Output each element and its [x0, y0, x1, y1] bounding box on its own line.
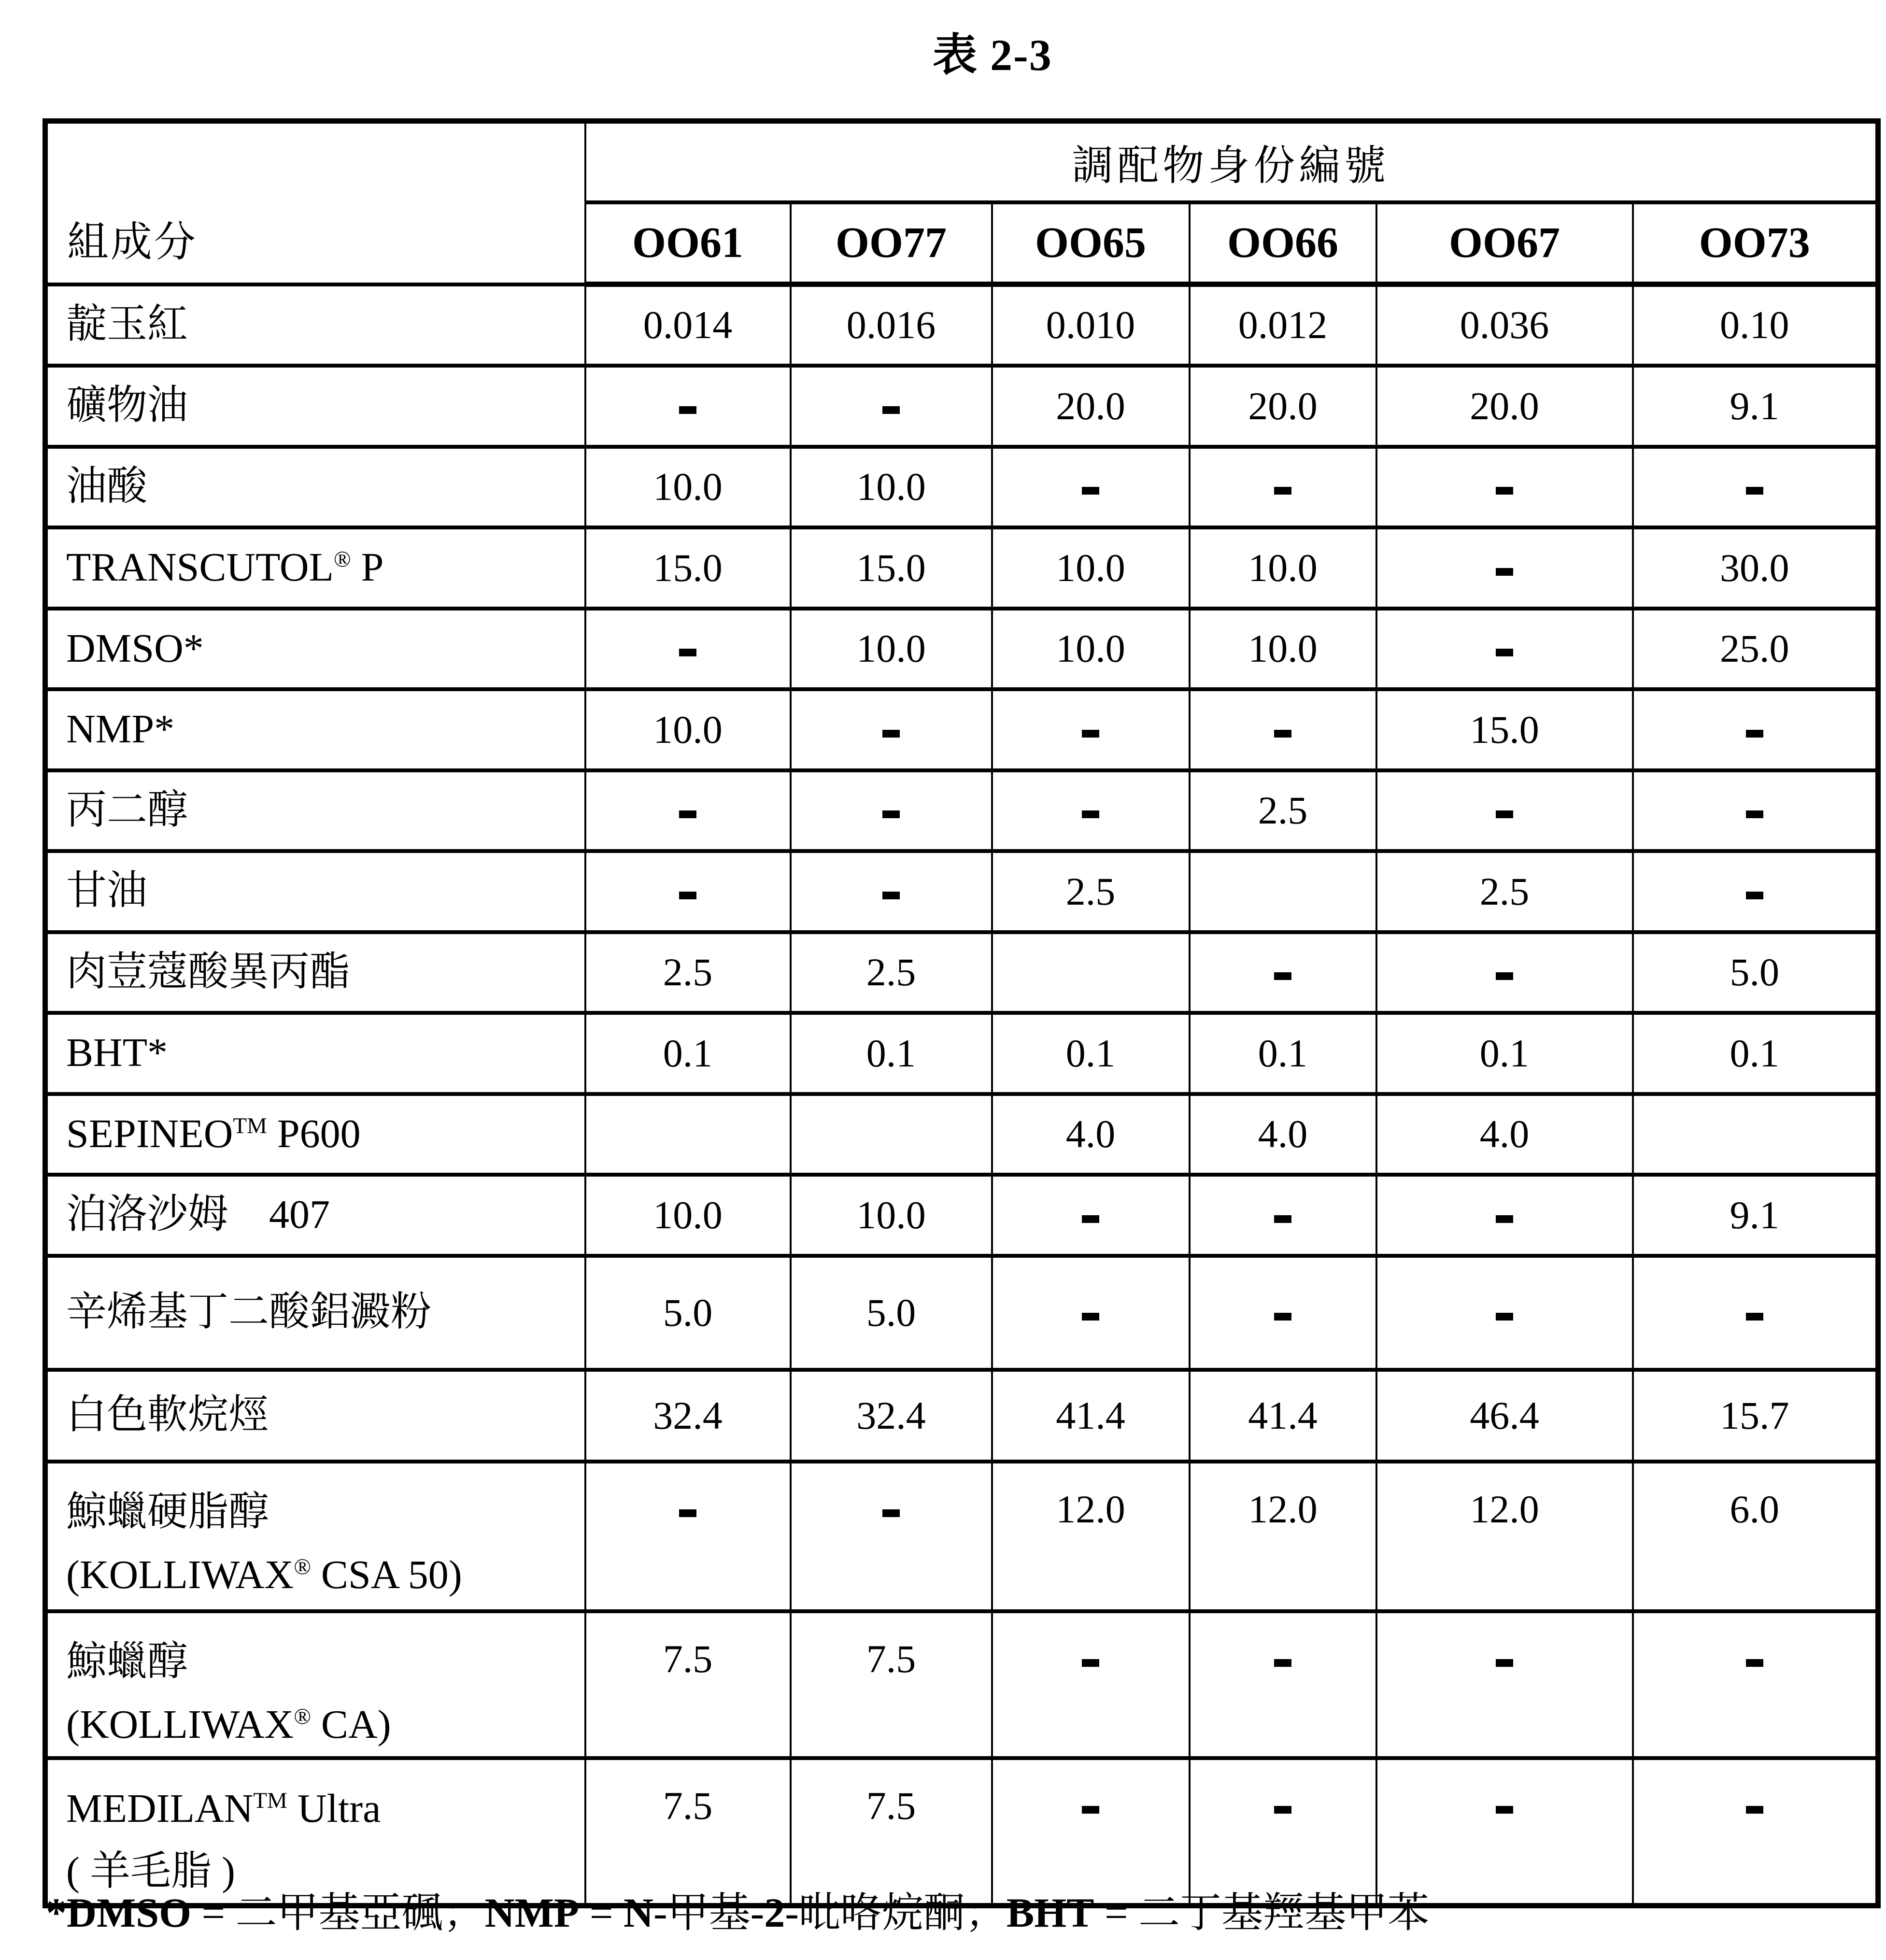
value-cell-OO77-row10: 0.1: [791, 1013, 992, 1094]
column-header-5: OO67: [1376, 202, 1633, 284]
label-text: (KOLLIWAX: [66, 1552, 294, 1597]
value-cell-OO77-row14: 32.4: [791, 1370, 992, 1462]
value-cell-OO77-row5: 10.0: [791, 609, 992, 689]
trademark-superscript: ®: [294, 1554, 311, 1579]
value-cell-OO65-row1: 0.010: [992, 284, 1190, 366]
ingredient-label: [45, 366, 585, 447]
dash-no-value: [1274, 1313, 1291, 1321]
value-cell-OO73-row4: 30.0: [1633, 527, 1878, 609]
value-cell-OO77-row16: 7.5: [791, 1611, 992, 1758]
dash-no-value: [1496, 1313, 1513, 1321]
ingredient-row-15: [45, 1462, 1878, 1611]
ingredient-label-line: [66, 374, 584, 437]
ingredient-label-line: [66, 455, 584, 518]
value-cell-OO73-row10: 0.1: [1633, 1013, 1878, 1094]
value-cell-OO67-row13: [1376, 1256, 1633, 1370]
value-cell-OO77-row1: 0.016: [791, 284, 992, 366]
value-cell-OO67-row6: 15.0: [1376, 689, 1633, 770]
ingredient-row-12: [45, 1175, 1878, 1256]
footnote-abbrev: N: [623, 1889, 653, 1936]
ingredient-label-line: [66, 779, 584, 842]
value-cell-OO65-row7: [992, 770, 1190, 851]
footnote-text: = 二甲基亞碸；: [191, 1889, 485, 1936]
value-cell-OO77-row11: [791, 1094, 992, 1175]
label-text: P: [351, 545, 384, 590]
dash-no-value: [1082, 1659, 1099, 1667]
value-cell-OO61-row9: 2.5: [585, 932, 791, 1013]
value-cell-OO73-row13: [1633, 1256, 1878, 1370]
value-cell-OO67-row10: 0.1: [1376, 1013, 1633, 1094]
value-cell-OO77-row2: [791, 366, 992, 447]
label-text: BHT*: [66, 1030, 168, 1076]
ingredient-label: [45, 1094, 585, 1175]
ingredient-row-2: [45, 366, 1878, 447]
value-cell-OO77-row9: 2.5: [791, 932, 992, 1013]
value-cell-OO73-row15: 6.0: [1633, 1462, 1878, 1611]
ingredient-label: [45, 1256, 585, 1370]
value-cell-OO77-row17: 7.5: [791, 1758, 992, 1906]
ingredient-row-11: [45, 1094, 1878, 1175]
column-header-4: OO66: [1190, 202, 1376, 284]
label-text: 泊洛沙姆 407: [66, 1192, 330, 1237]
value-cell-OO61-row7: [585, 770, 791, 851]
value-cell-OO67-row5: [1376, 609, 1633, 689]
value-cell-OO77-row8: [791, 851, 992, 932]
value-cell-OO67-row1: 0.036: [1376, 284, 1633, 366]
value-cell-OO61-row16: 7.5: [585, 1611, 791, 1758]
dash-no-value: [1746, 892, 1763, 899]
label-text: 白色軟烷烴: [66, 1392, 269, 1438]
column-header-2: OO77: [791, 202, 992, 284]
label-text: 丙二醇: [66, 787, 188, 833]
ingredient-label: [45, 609, 585, 689]
footnote-abbrev: *DMSO: [46, 1889, 191, 1936]
ingredient-label-line: [66, 1481, 584, 1544]
value-cell-OO73-row5: 25.0: [1633, 609, 1878, 689]
ingredient-row-5: [45, 609, 1878, 689]
value-cell-OO66-row15: 12.0: [1190, 1462, 1376, 1611]
ingredient-label: [45, 932, 585, 1013]
value-cell-OO66-row13: [1190, 1256, 1376, 1370]
dash-no-value: [1746, 1659, 1763, 1667]
value-cell-OO66-row1: 0.012: [1190, 284, 1376, 366]
footnote-abbrev: NMP: [484, 1889, 580, 1936]
ingredient-label: [45, 851, 585, 932]
dash-no-value: [1082, 730, 1099, 738]
trademark-superscript: TM: [233, 1113, 267, 1138]
dash-no-value: [882, 892, 900, 899]
label-text: (KOLLIWAX: [66, 1702, 294, 1747]
value-cell-OO77-row6: [791, 689, 992, 770]
value-cell-OO61-row13: 5.0: [585, 1256, 791, 1370]
value-cell-OO67-row4: [1376, 527, 1633, 609]
value-cell-OO67-row2: 20.0: [1376, 366, 1633, 447]
dash-no-value: [882, 810, 900, 818]
ingredient-row-13: [45, 1256, 1878, 1370]
label-text: MEDILAN: [66, 1786, 254, 1831]
ingredient-label-line: [66, 1777, 584, 1840]
value-cell-OO73-row3: [1633, 447, 1878, 527]
footnote-text: =: [579, 1889, 624, 1936]
footnote-abbrev: 2: [764, 1889, 785, 1936]
table-title: 表 2-3: [933, 30, 1052, 80]
ingredient-label-line: [66, 293, 584, 356]
value-cell-OO61-row6: 10.0: [585, 689, 791, 770]
label-text: 肉荳蔻酸異丙酯: [66, 949, 351, 994]
dash-no-value: [1274, 730, 1291, 738]
value-cell-OO77-row12: 10.0: [791, 1175, 992, 1256]
value-cell-OO66-row4: 10.0: [1190, 527, 1376, 609]
dash-no-value: [1746, 1806, 1763, 1814]
label-text: Ultra: [287, 1786, 381, 1831]
ingredient-row-1: [45, 284, 1878, 366]
value-cell-OO66-row12: [1190, 1175, 1376, 1256]
ingredient-row-4: [45, 527, 1878, 609]
value-cell-OO73-row8: [1633, 851, 1878, 932]
dash-no-value: [1496, 568, 1513, 576]
column-header-3: OO65: [992, 202, 1190, 284]
footnote: [46, 1879, 1429, 1939]
ingredient-label-line: [66, 1544, 584, 1606]
ingredient-label-line: [66, 1281, 584, 1344]
ingredient-label-line: [66, 1384, 584, 1447]
value-cell-OO67-row16: [1376, 1611, 1633, 1758]
value-cell-OO73-row1: 0.10: [1633, 284, 1878, 366]
label-text: ( 羊毛脂 ): [66, 1849, 235, 1894]
value-cell-OO61-row1: 0.014: [585, 284, 791, 366]
value-cell-OO66-row10: 0.1: [1190, 1013, 1376, 1094]
label-text: CA): [311, 1702, 391, 1747]
dash-no-value: [1496, 972, 1513, 980]
column-header-1: OO61: [585, 202, 791, 284]
trademark-superscript: TM: [253, 1788, 287, 1813]
value-cell-OO65-row2: 20.0: [992, 366, 1190, 447]
ingredient-label: [45, 1611, 585, 1758]
footnote-abbrev: BHT: [1006, 1889, 1094, 1936]
value-cell-OO67-row9: [1376, 932, 1633, 1013]
value-cell-OO67-row15: 12.0: [1376, 1462, 1633, 1611]
value-cell-OO77-row4: 15.0: [791, 527, 992, 609]
value-cell-OO65-row5: 10.0: [992, 609, 1190, 689]
footnote-text: -甲基-: [653, 1889, 765, 1936]
ingredient-row-3: [45, 447, 1878, 527]
value-cell-OO66-row6: [1190, 689, 1376, 770]
value-cell-OO61-row17: 7.5: [585, 1758, 791, 1906]
value-cell-OO65-row4: 10.0: [992, 527, 1190, 609]
value-cell-OO65-row14: 41.4: [992, 1370, 1190, 1462]
value-cell-OO73-row11: [1633, 1094, 1878, 1175]
value-cell-OO65-row15: 12.0: [992, 1462, 1190, 1611]
label-text: P600: [267, 1111, 361, 1156]
value-cell-OO73-row7: [1633, 770, 1878, 851]
group-header-row: [45, 121, 1878, 202]
value-cell-OO61-row15: [585, 1462, 791, 1611]
dash-no-value: [1496, 1806, 1513, 1814]
footnote-text: = 二丁基羥基甲苯: [1094, 1889, 1430, 1936]
value-cell-OO66-row8: [1190, 851, 1376, 932]
label-text: SEPINEO: [66, 1111, 233, 1156]
dash-no-value: [1496, 810, 1513, 818]
ingredient-label-line: [66, 1022, 584, 1084]
ingredient-label: [45, 527, 585, 609]
value-cell-OO61-row4: 15.0: [585, 527, 791, 609]
value-cell-OO67-row11: 4.0: [1376, 1094, 1633, 1175]
ingredient-label-line: [66, 1693, 584, 1756]
value-cell-OO67-row14: 46.4: [1376, 1370, 1633, 1462]
ingredient-row-10: [45, 1013, 1878, 1094]
label-text: 靛玉紅: [66, 302, 188, 347]
value-cell-OO66-row11: 4.0: [1190, 1094, 1376, 1175]
dash-no-value: [1496, 1659, 1513, 1667]
label-text: 鯨蠟硬脂醇: [66, 1489, 269, 1534]
ingredient-label: [45, 1013, 585, 1094]
value-cell-OO73-row9: 5.0: [1633, 932, 1878, 1013]
value-cell-OO65-row10: 0.1: [992, 1013, 1190, 1094]
value-cell-OO65-row3: [992, 447, 1190, 527]
dash-no-value: [1746, 810, 1763, 818]
value-cell-OO73-row6: [1633, 689, 1878, 770]
ingredient-row-9: [45, 932, 1878, 1013]
value-cell-OO65-row13: [992, 1256, 1190, 1370]
value-cell-OO73-row12: 9.1: [1633, 1175, 1878, 1256]
value-cell-OO61-row3: 10.0: [585, 447, 791, 527]
ingredient-label: [45, 1175, 585, 1256]
dash-no-value: [679, 406, 696, 414]
dash-no-value: [1274, 1806, 1291, 1814]
label-text: CSA 50): [311, 1552, 462, 1597]
footnote-text: -吡咯烷酮；: [785, 1889, 1007, 1936]
column-header-6: OO73: [1633, 202, 1878, 284]
ingredient-row-8: [45, 851, 1878, 932]
label-text: 油酸: [66, 464, 148, 509]
value-cell-OO73-row16: [1633, 1611, 1878, 1758]
dash-no-value: [1274, 972, 1291, 980]
dash-no-value: [1274, 1215, 1291, 1223]
dash-no-value: [1082, 1215, 1099, 1223]
dash-no-value: [1746, 1313, 1763, 1321]
value-cell-OO61-row8: [585, 851, 791, 932]
ingredient-label: [45, 284, 585, 366]
ingredient-label-line: [66, 617, 584, 680]
ingredient-label: [45, 689, 585, 770]
ingredient-row-16: [45, 1611, 1878, 1758]
label-text: 礦物油: [66, 383, 188, 428]
value-cell-OO65-row9: [992, 932, 1190, 1013]
label-text: 辛烯基丁二酸鋁澱粉: [66, 1290, 432, 1335]
dash-no-value: [1496, 1215, 1513, 1223]
dash-no-value: [1082, 1806, 1099, 1814]
ingredient-label-line: [66, 536, 584, 599]
corner-header-cell: 組成分: [45, 121, 585, 284]
value-cell-OO65-row8: 2.5: [992, 851, 1190, 932]
ingredient-label-line: [66, 941, 584, 1004]
value-cell-OO73-row14: 15.7: [1633, 1370, 1878, 1462]
dash-no-value: [1082, 487, 1099, 495]
dash-no-value: [1746, 730, 1763, 738]
group-header-cell: 調配物身份編號: [585, 121, 1878, 202]
ingredient-label: [45, 447, 585, 527]
value-cell-OO77-row15: [791, 1462, 992, 1611]
value-cell-OO67-row8: 2.5: [1376, 851, 1633, 932]
dash-no-value: [882, 1509, 900, 1517]
label-text: DMSO*: [66, 625, 204, 671]
ingredient-label-line: [66, 860, 584, 923]
value-cell-OO61-row12: 10.0: [585, 1175, 791, 1256]
value-cell-OO77-row13: 5.0: [791, 1256, 992, 1370]
ingredient-label-line: [66, 1183, 584, 1246]
value-cell-OO65-row12: [992, 1175, 1190, 1256]
value-cell-OO65-row11: 4.0: [992, 1094, 1190, 1175]
value-cell-OO61-row5: [585, 609, 791, 689]
ingredient-row-6: [45, 689, 1878, 770]
value-cell-OO66-row16: [1190, 1611, 1376, 1758]
value-cell-OO67-row3: [1376, 447, 1633, 527]
dash-no-value: [679, 649, 696, 656]
ingredient-label-line: [66, 698, 584, 761]
dash-no-value: [1082, 810, 1099, 818]
ingredient-row-7: [45, 770, 1878, 851]
ingredient-row-14: [45, 1370, 1878, 1462]
ingredient-label-line: [66, 1103, 584, 1165]
trademark-superscript: ®: [294, 1704, 311, 1729]
value-cell-OO73-row17: [1633, 1758, 1878, 1906]
dash-no-value: [1746, 487, 1763, 495]
value-cell-OO67-row12: [1376, 1175, 1633, 1256]
ingredient-label-line: [66, 1631, 584, 1693]
dash-no-value: [1496, 649, 1513, 656]
trademark-superscript: ®: [333, 547, 351, 572]
value-cell-OO77-row3: 10.0: [791, 447, 992, 527]
label-text: 鯨蠟醇: [66, 1639, 188, 1684]
value-cell-OO73-row2: 9.1: [1633, 366, 1878, 447]
dash-no-value: [679, 810, 696, 818]
value-cell-OO67-row7: [1376, 770, 1633, 851]
value-cell-OO77-row7: [791, 770, 992, 851]
value-cell-OO66-row5: 10.0: [1190, 609, 1376, 689]
value-cell-OO61-row11: [585, 1094, 791, 1175]
dash-no-value: [1496, 487, 1513, 495]
dash-no-value: [1274, 1659, 1291, 1667]
label-text: TRANSCUTOL: [66, 545, 334, 590]
ingredient-label: [45, 1370, 585, 1462]
value-cell-OO61-row10: 0.1: [585, 1013, 791, 1094]
value-cell-OO66-row2: 20.0: [1190, 366, 1376, 447]
label-text: NMP*: [66, 707, 175, 752]
dash-no-value: [1082, 1313, 1099, 1321]
value-cell-OO65-row16: [992, 1611, 1190, 1758]
dash-no-value: [882, 406, 900, 414]
label-text: 甘油: [66, 868, 148, 914]
ingredient-label: [45, 1462, 585, 1611]
dash-no-value: [679, 1509, 696, 1517]
value-cell-OO65-row6: [992, 689, 1190, 770]
value-cell-OO66-row7: 2.5: [1190, 770, 1376, 851]
value-cell-OO66-row9: [1190, 932, 1376, 1013]
value-cell-OO66-row14: 41.4: [1190, 1370, 1376, 1462]
formulation-table: [43, 118, 1881, 1908]
dash-no-value: [882, 730, 900, 738]
value-cell-OO61-row14: 32.4: [585, 1370, 791, 1462]
dash-no-value: [679, 892, 696, 899]
value-cell-OO61-row2: [585, 366, 791, 447]
dash-no-value: [1274, 487, 1291, 495]
value-cell-OO66-row3: [1190, 447, 1376, 527]
ingredient-label: [45, 770, 585, 851]
